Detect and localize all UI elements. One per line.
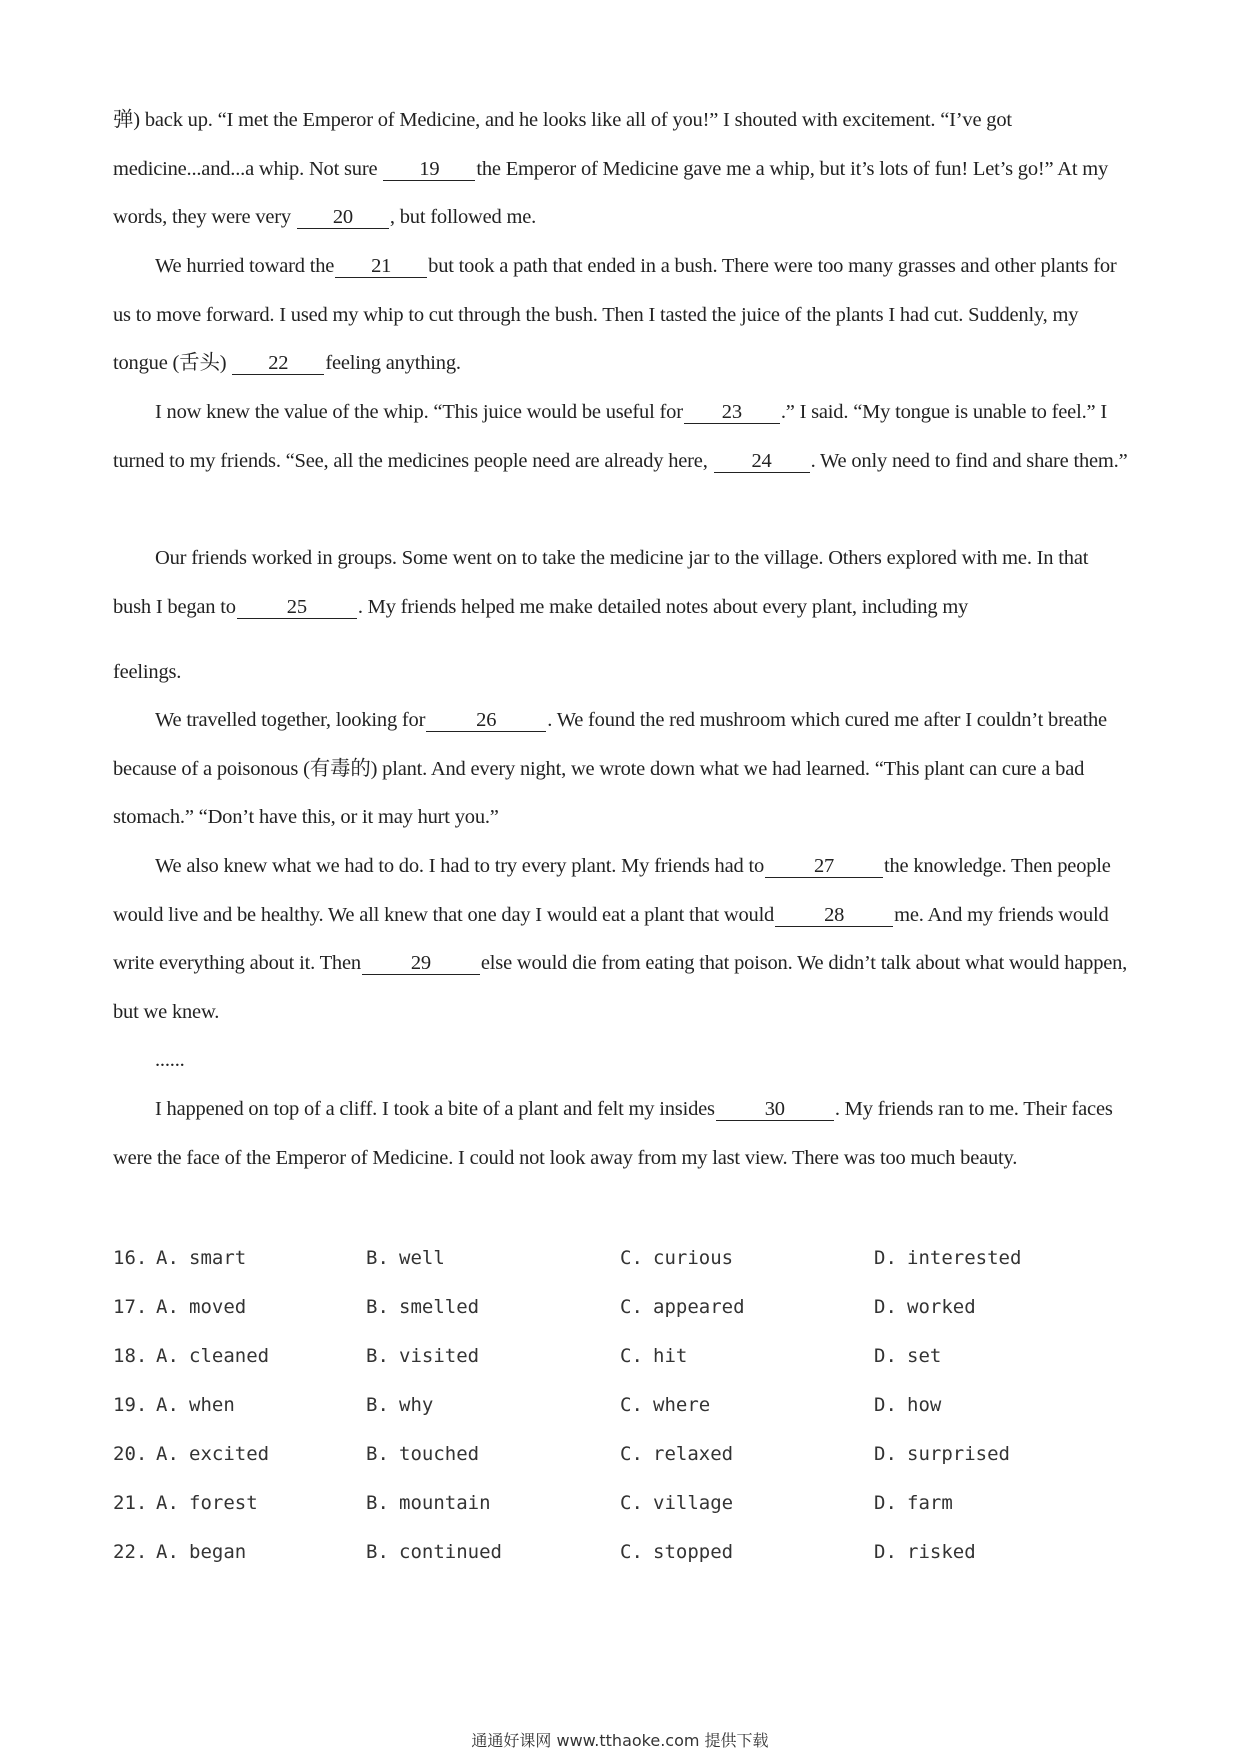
- question-number: 18.: [113, 1345, 148, 1367]
- passage-text: , but followed me.: [389, 206, 537, 228]
- option-c[interactable]: stopped: [653, 1541, 734, 1563]
- page-footer: 通通好课网 www.tthaoke.com 提供下载: [471, 1731, 769, 1750]
- blank-25[interactable]: 25: [237, 596, 357, 619]
- option-d[interactable]: worked: [907, 1296, 976, 1318]
- blank-24[interactable]: 24: [714, 450, 810, 473]
- passage-text: I now knew the value of the whip. “This juice would be useful for: [155, 401, 683, 423]
- option-letter-d: D.: [874, 1492, 897, 1514]
- option-letter-b: B.: [366, 1492, 389, 1514]
- blank-20[interactable]: 20: [297, 206, 389, 229]
- option-letter-b: B.: [366, 1394, 389, 1416]
- option-c[interactable]: hit: [653, 1345, 688, 1367]
- question-row: [113, 1282, 1133, 1331]
- option-a[interactable]: when: [189, 1394, 235, 1416]
- question-number: 19.: [113, 1394, 148, 1416]
- blank-26[interactable]: 26: [426, 709, 546, 732]
- passage-text: . My friends helped me make detailed notes about every plant, including my: [357, 595, 969, 618]
- option-letter-b: B.: [366, 1247, 389, 1269]
- option-d[interactable]: set: [907, 1345, 942, 1367]
- option-a[interactable]: moved: [189, 1296, 247, 1318]
- blank-23[interactable]: 23: [684, 401, 780, 424]
- option-letter-c: C.: [620, 1541, 643, 1563]
- option-a[interactable]: excited: [189, 1443, 270, 1465]
- blank-22[interactable]: 22: [232, 352, 324, 375]
- passage-text: We hurried toward the: [155, 255, 335, 277]
- question-row: [113, 1233, 1133, 1282]
- option-letter-a: A.: [156, 1296, 179, 1318]
- option-a[interactable]: began: [189, 1541, 247, 1563]
- blank-28[interactable]: 28: [775, 904, 893, 927]
- passage-text: . We only need to find and share them.”: [810, 449, 1128, 472]
- option-letter-b: B.: [366, 1541, 389, 1563]
- passage-text: but took a path that ended in a bush. There were too many grasses and other plants for us to move forward. I used my whip to cut through the bush. Then I tasted the juice of the plants I had cut. Suddenly, my tongue (舌头): [113, 255, 1117, 374]
- question-options: [113, 1233, 1133, 1576]
- paragraph-3: [113, 388, 1128, 485]
- option-letter-c: C.: [620, 1443, 643, 1465]
- option-c[interactable]: appeared: [653, 1296, 745, 1318]
- question-number: 17.: [113, 1296, 148, 1318]
- option-letter-a: A.: [156, 1394, 179, 1416]
- paragraph-7: [113, 1085, 1128, 1182]
- option-a[interactable]: forest: [189, 1492, 258, 1514]
- option-b[interactable]: well: [399, 1247, 445, 1269]
- option-b[interactable]: visited: [399, 1345, 480, 1367]
- question-row: [113, 1380, 1133, 1429]
- question-number: 16.: [113, 1247, 148, 1269]
- paragraph-1: [113, 96, 1128, 242]
- option-letter-a: A.: [156, 1345, 179, 1367]
- passage-text: .” I said. “My tongue is unable to feel.” I turned to my friends. “See, all the medicines people need are already here,: [113, 401, 1107, 472]
- option-b[interactable]: mountain: [399, 1492, 491, 1514]
- option-letter-a: A.: [156, 1247, 179, 1269]
- option-letter-d: D.: [874, 1296, 897, 1318]
- question-number: 21.: [113, 1492, 148, 1514]
- paragraph-6: [113, 842, 1128, 1036]
- passage-text: Our friends worked in groups. Some went on to take the medicine jar to the village. Others explored with me. In that bush I began to: [113, 547, 1089, 618]
- option-d[interactable]: farm: [907, 1492, 953, 1514]
- option-b[interactable]: smelled: [399, 1296, 480, 1318]
- blank-19[interactable]: 19: [383, 158, 475, 181]
- blank-27[interactable]: 27: [765, 855, 883, 878]
- passage-text: We travelled together, looking for: [155, 709, 426, 731]
- passage-text: We also knew what we had to do. I had to try every plant. My friends had to: [155, 855, 765, 877]
- option-letter-c: C.: [620, 1296, 643, 1318]
- paragraph-4-end: feelings.: [113, 661, 182, 683]
- passage-text: I happened on top of a cliff. I took a bite of a plant and felt my insides: [155, 1098, 715, 1120]
- passage-text: . My friends ran to me. Their faces were the face of the Emperor of Medicine. I could not look away from my last view. There was too much beauty.: [113, 1098, 1113, 1169]
- option-c[interactable]: relaxed: [653, 1443, 734, 1465]
- passage-text: the Emperor of Medicine gave me a whip, but it’s lots of fun! Let’s go!” At my words, they were very: [113, 157, 1109, 228]
- passage-text: the knowledge. Then people would live and be healthy. We all knew that one day I would eat a plant that would: [113, 855, 1111, 926]
- paragraph-4: [113, 534, 1128, 631]
- paragraph-5: [113, 696, 1128, 842]
- question-row: [113, 1527, 1133, 1576]
- option-letter-c: C.: [620, 1492, 643, 1514]
- question-row: [113, 1331, 1133, 1380]
- option-b[interactable]: why: [399, 1394, 434, 1416]
- option-letter-b: B.: [366, 1443, 389, 1465]
- option-letter-b: B.: [366, 1345, 389, 1367]
- option-letter-c: C.: [620, 1394, 643, 1416]
- option-d[interactable]: risked: [907, 1541, 976, 1563]
- question-row: [113, 1429, 1133, 1478]
- passage-text: else would die from eating that poison. We didn’t talk about what would happen, but we knew.: [113, 952, 1128, 1023]
- option-a[interactable]: cleaned: [189, 1345, 270, 1367]
- option-letter-c: C.: [620, 1247, 643, 1269]
- passage-text: feeling anything.: [325, 352, 461, 374]
- option-letter-c: C.: [620, 1345, 643, 1367]
- option-b[interactable]: continued: [399, 1541, 502, 1563]
- passage-text: . We found the red mushroom which cured me after I couldn’t breathe because of a poisonous (有毒的) plant. And every night, we wrote down what we had learned. “This plant can cure a bad stomach.” “Don’t have this, or it may hurt you.”: [113, 709, 1107, 828]
- option-letter-a: A.: [156, 1492, 179, 1514]
- option-letter-d: D.: [874, 1345, 897, 1367]
- blank-30[interactable]: 30: [716, 1098, 834, 1121]
- ellipsis: ......: [155, 1049, 185, 1071]
- blank-29[interactable]: 29: [362, 952, 480, 975]
- option-letter-b: B.: [366, 1296, 389, 1318]
- option-letter-d: D.: [874, 1541, 897, 1563]
- option-c[interactable]: village: [653, 1492, 734, 1514]
- option-d[interactable]: surprised: [907, 1443, 1010, 1465]
- option-a[interactable]: smart: [189, 1247, 247, 1269]
- option-letter-a: A.: [156, 1443, 179, 1465]
- option-d[interactable]: interested: [907, 1247, 1022, 1269]
- passage-text: 弹) back up. “I met the Emperor of Medicine, and he looks like all of you!” I shouted with excitement. “I’ve got medicine...and...a whip. Not sure: [113, 109, 1012, 180]
- option-c[interactable]: curious: [653, 1247, 734, 1269]
- option-letter-a: A.: [156, 1541, 179, 1563]
- option-c[interactable]: where: [653, 1394, 711, 1416]
- question-number: 20.: [113, 1443, 148, 1465]
- paragraph-2: [113, 242, 1128, 388]
- question-row: [113, 1478, 1133, 1527]
- option-letter-d: D.: [874, 1247, 897, 1269]
- passage-text: me. And my friends would write everything about it. Then: [113, 903, 1109, 974]
- option-letter-d: D.: [874, 1443, 897, 1465]
- option-letter-d: D.: [874, 1394, 897, 1416]
- option-b[interactable]: touched: [399, 1443, 480, 1465]
- question-number: 22.: [113, 1541, 148, 1563]
- option-d[interactable]: how: [907, 1394, 942, 1416]
- blank-21[interactable]: 21: [335, 255, 427, 278]
